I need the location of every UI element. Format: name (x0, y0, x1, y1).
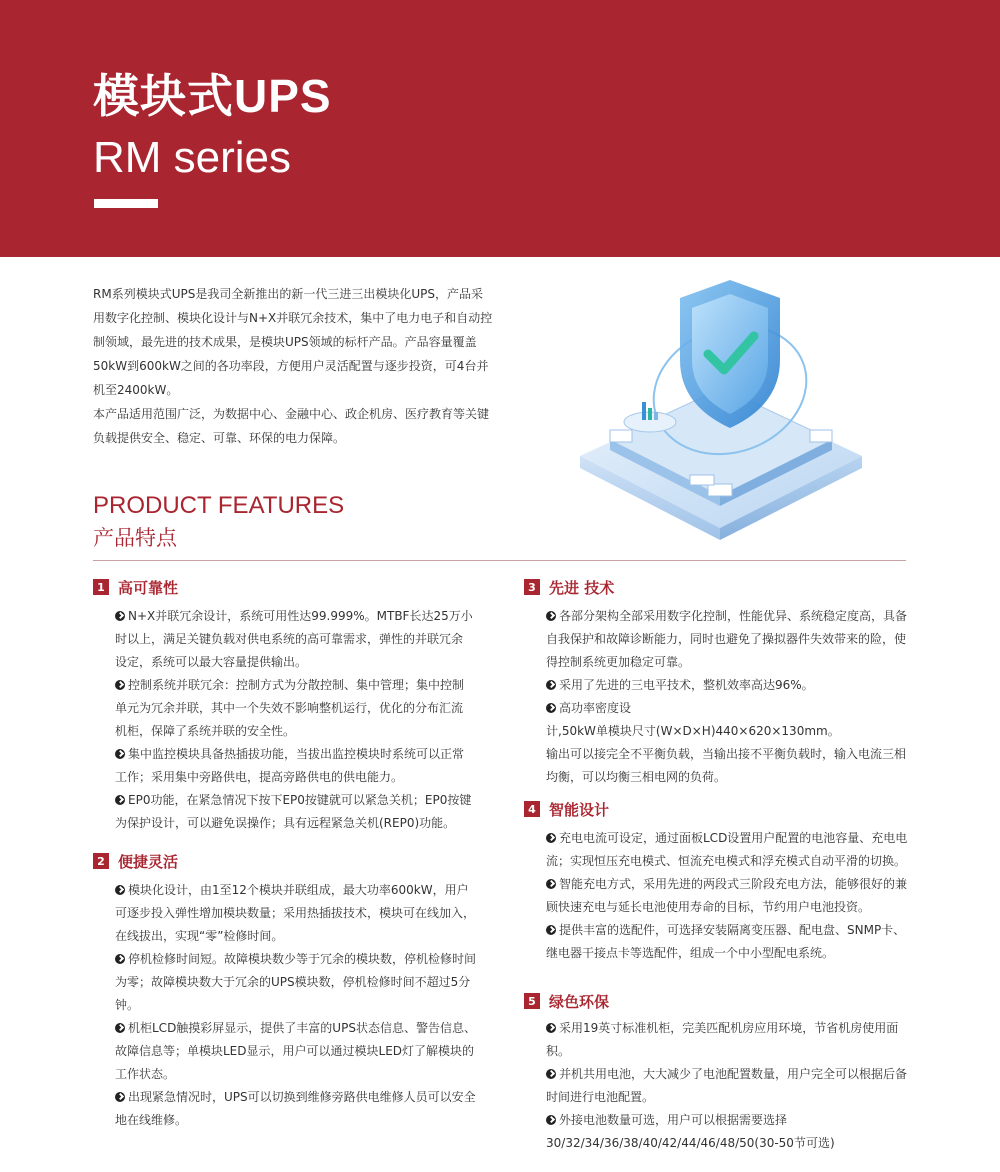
list-item: 模块化设计，由1至12个模块并联组成，最大功率600kW，用户可逐步投入弹性增加模块数量；采用热插拔技术，模块可在线加入，在线拔出，实现“零”检修时间。 (115, 883, 476, 943)
arrow-bullet-icon (115, 1092, 125, 1102)
section-number: 1 (93, 579, 109, 595)
arrow-bullet-icon (115, 680, 125, 690)
feature-section-technology (524, 577, 909, 789)
list-item: 高功率密度设 (546, 697, 909, 720)
section-title: 绿色环保 (549, 992, 610, 1011)
title-underline (94, 199, 158, 208)
shield-platform-illustration (570, 270, 870, 540)
list-item: 机柜LCD触摸彩屏显示，提供了丰富的UPS状态信息、警告信息、故障信息等；单模块LED显示，用户可以通过模块LED灯了解模块的工作状态。 (115, 1021, 476, 1081)
arrow-bullet-icon (546, 925, 556, 935)
page-title: 模块式UPS (93, 70, 332, 122)
header-banner (0, 0, 1000, 257)
features-divider (93, 560, 906, 561)
features-title-cn: 产品特点 (93, 526, 177, 550)
features-title-en: PRODUCT FEATURES (93, 492, 345, 519)
section-number: 3 (524, 579, 540, 595)
feature-section-reliability (93, 577, 473, 835)
arrow-bullet-icon (546, 879, 556, 889)
chart-bar (654, 412, 658, 420)
list-item: 采用了先进的三电平技术，整机效率高达96%。 (546, 674, 909, 697)
feature-section-smart-design (524, 799, 909, 965)
chart-bar (648, 408, 652, 420)
section-title: 高可靠性 (118, 578, 179, 597)
feature-section-green (524, 991, 909, 1155)
section-number: 2 (93, 853, 109, 869)
list-item: 外接电池数量可选，用户可以根据需要选择30/32/34/36/38/40/42/44/46/48/50(30-50节可选) (546, 1113, 835, 1150)
arrow-bullet-icon (546, 1023, 556, 1033)
arrow-bullet-icon (546, 703, 556, 713)
intro-paragraph-2: 本产品适用范围广泛，为数据中心、金融中心、政企机房、医疗教育等关键负载提供安全、稳定、可靠、环保的电力保障。 (93, 407, 490, 445)
list-item: EP0功能，在紧急情况下按下EP0按键就可以紧急关机；EP0按键为保护设计，可以避免误操作；具有远程紧急关机(REP0)功能。 (115, 793, 472, 830)
arrow-bullet-icon (115, 885, 125, 895)
list-item: 提供丰富的选配件，可选择安装隔离变压器、配电盘、SNMP卡、继电器干接点卡等选配件，组成一个中小型配电系统。 (546, 923, 906, 960)
corner-block (708, 484, 732, 496)
intro-paragraph-1: RM系列模块式UPS是我司全新推出的新一代三进三出模块化UPS，产品采用数字化控制、模块化设计与N+X并联冗余技术，集中了电力电子和自动控制领域，最先进的技术成果，是模块UPS领域的标杆产品。产品容量覆盖50kW到600kW之间的各功率段，方便用户灵活配置与逐步投资，可4台并机至2400kW。 (93, 287, 493, 397)
arrow-bullet-icon (546, 611, 556, 621)
page-subtitle: RM series (93, 133, 292, 182)
section-title: 便捷灵活 (118, 852, 179, 871)
list-item: 智能充电方式，采用先进的两段式三阶段充电方法，能够很好的兼顾快速充电与延长电池使用寿命的目标，节约用户电池投资。 (546, 877, 908, 914)
section-number: 5 (524, 993, 540, 1009)
list-item: 集中监控模块具备热插拔功能，当拔出监控模块时系统可以正常工作；采用集中旁路供电，提高旁路供电的供电能力。 (115, 747, 465, 784)
section-title: 先进 技术 (549, 578, 615, 597)
intro-text (93, 282, 493, 450)
corner-block (690, 475, 714, 485)
list-item: 充电电流可设定，通过面板LCD设置用户配置的电池容量、充电电流；实现恒压充电模式、恒流充电模式和浮充模式自动平滑的切换。 (546, 831, 908, 868)
arrow-bullet-icon (115, 1023, 125, 1033)
list-item: 停机检修时间短。故障模块数少等于冗余的模块数，停机检修时间为零；故障模块数大于冗余的UPS模块数，停机检修时间不超过5分钟。 (115, 952, 477, 1012)
list-item: N+X并联冗余设计，系统可用性达99.999%。MTBF长达25万小时以上，满足关键负载对供电系统的高可靠需求，弹性的并联冗余设定，系统可以最大容量提供输出。 (115, 609, 473, 669)
section-number: 4 (524, 801, 540, 817)
arrow-bullet-icon (115, 611, 125, 621)
corner-block (810, 430, 832, 442)
arrow-bullet-icon (115, 954, 125, 964)
arrow-bullet-icon (546, 1115, 556, 1125)
arrow-bullet-icon (546, 833, 556, 843)
list-item: 各部分架构全部采用数字化控制，性能优异、系统稳定度高，具备自我保护和故障诊断能力，同时也避免了操拟器件失效带来的险，使得控制系统更加稳定可靠。 (546, 609, 908, 669)
feature-section-flexibility (93, 851, 478, 1132)
list-text: 计,50kW单模块尺寸(W×D×H)440×620×130mm。 (546, 724, 840, 738)
section-title: 智能设计 (549, 800, 610, 819)
chart-bar (642, 402, 646, 420)
list-item: 采用19英寸标准机柜，完美匹配机房应用环境，节省机房使用面积。 (546, 1021, 899, 1058)
arrow-bullet-icon (546, 1069, 556, 1079)
arrow-bullet-icon (115, 795, 125, 805)
list-text: 输出可以接完全不平衡负载，当输出接不平衡负载时，输入电流三相均衡，可以均衡三相电网的负荷。 (546, 747, 907, 784)
list-item: 并机共用电池，大大减少了电池配置数量，用户完全可以根据后备时间进行电池配置。 (546, 1067, 908, 1104)
list-item: 出现紧急情况时，UPS可以切换到维修旁路供电维修人员可以安全地在线维修。 (115, 1090, 476, 1127)
arrow-bullet-icon (546, 680, 556, 690)
list-item: 控制系统并联冗余：控制方式为分散控制、集中管理；集中控制单元为冗余并联，其中一个失效不影响整机运行，优化的分布汇流机柜，保障了系统并联的安全性。 (115, 678, 465, 738)
arrow-bullet-icon (115, 749, 125, 759)
corner-block (610, 430, 632, 442)
